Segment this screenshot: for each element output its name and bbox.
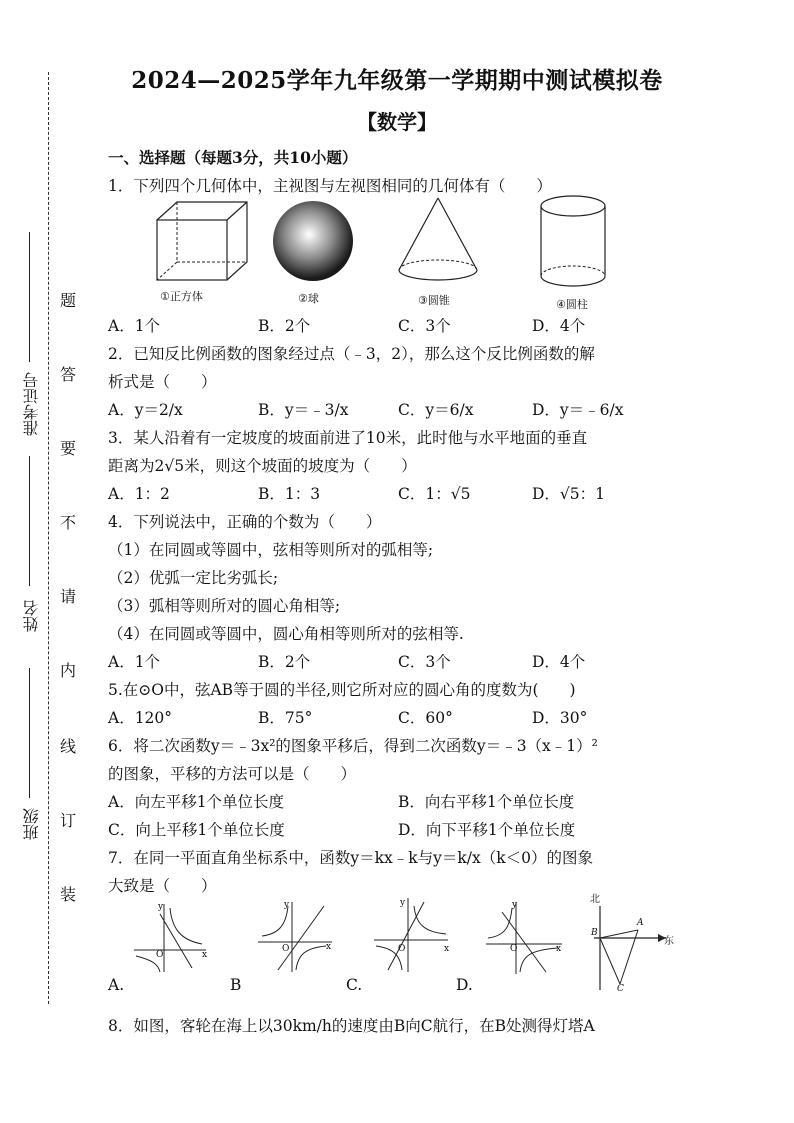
seal-char: 线 — [60, 737, 77, 756]
q4-option-b: B．2个 — [258, 653, 311, 671]
q1-option-d: D．4个 — [532, 317, 586, 335]
graph-a — [130, 898, 210, 974]
class-blank-line — [29, 668, 30, 798]
section-heading: 一、选择题（每题3分，共10小题） — [108, 148, 358, 167]
graph-d — [484, 898, 566, 976]
q5-option-d: D．30° — [532, 709, 588, 727]
q6-stem-line1: 6．将二次函数y＝﹣3x²的图象平移后，得到二次函数y＝﹣3（x﹣1）² — [108, 737, 598, 755]
graph-d-origin-label: O — [510, 944, 518, 954]
name-label: 姓名 — [22, 600, 41, 632]
q2-option-a: A．y＝2/x — [108, 401, 183, 419]
q3-option-d: D．√5：1 — [532, 485, 606, 503]
graph-c-y-label: y — [400, 898, 406, 908]
q4-item: （2）优弧一定比劣弧长; — [108, 569, 279, 587]
cube-figure — [150, 196, 250, 286]
q3-stem-line2: 距离为2√5米，则这个坡面的坡度为（ ） — [108, 457, 417, 475]
graph-c-x-label: x — [444, 944, 450, 954]
q2-stem-line2: 析式是（ ） — [108, 373, 217, 391]
graph-a-x-label: x — [202, 950, 208, 960]
q1-option-a: A．1个 — [108, 317, 161, 335]
graph-b-x-label: x — [326, 942, 332, 952]
name-blank-line — [29, 456, 30, 586]
q5-stem: 5.在⊙O中，弦AB等于圆的半径,则它所对应的圆心角的度数为( ) — [108, 681, 576, 699]
q5-option-a: A．120° — [108, 709, 173, 727]
q2-option-d: D．y＝﹣6/x — [532, 401, 624, 419]
q3-option-a: A．1：2 — [108, 485, 170, 503]
q7-option-b: B — [230, 976, 242, 994]
class-label: 班级 — [22, 808, 41, 840]
q7-option-c: C. — [346, 976, 363, 994]
sphere-figure — [268, 196, 360, 286]
q4-option-a: A．1个 — [108, 653, 161, 671]
graph-b-y-label: y — [284, 900, 290, 910]
graph-d-y-label: y — [512, 900, 518, 910]
graph-b — [254, 898, 336, 974]
q2-option-b: B．y＝﹣3/x — [258, 401, 349, 419]
q7-option-a: A. — [108, 976, 125, 994]
q2-option-c: C．y＝6/x — [398, 401, 474, 419]
cube-caption: ①正方体 — [160, 290, 203, 303]
cylinder-caption: ④圆柱 — [556, 298, 588, 311]
seal-char: 不 — [60, 513, 77, 532]
q7-stem-line2: 大致是（ ） — [108, 877, 217, 895]
seal-char: 题 — [60, 291, 77, 310]
cone-figure — [395, 196, 485, 286]
graph-a-y-label: y — [158, 902, 164, 912]
point-a-label: A — [637, 918, 644, 928]
q7-stem-line1: 7．在同一平面直角坐标系中，函数y＝kx﹣k与y＝k/x（k＜0）的图象 — [108, 849, 594, 867]
graph-a-origin-label: O — [156, 950, 164, 960]
q3-option-b: B．1：3 — [258, 485, 321, 503]
q6-option-a: A．向左平移1个单位长度 — [108, 793, 285, 811]
point-c-label: C — [617, 984, 624, 994]
graph-b-origin-label: O — [282, 944, 290, 954]
q4-option-c: C．3个 — [398, 653, 451, 671]
q4-item: （4）在同圆或等圆中，圆心角相等则所对的弦相等. — [108, 625, 464, 643]
subject-title: 【数学】 — [357, 110, 437, 134]
compass-north-label: 北 — [590, 894, 600, 905]
compass-figure — [592, 904, 676, 994]
q6-option-b: B．向右平移1个单位长度 — [398, 793, 575, 811]
seal-char: 装 — [60, 885, 77, 904]
q8-stem: 8．如图，客轮在海上以30km/h的速度由B向C航行，在B处测得灯塔A — [108, 1017, 595, 1035]
graph-d-x-label: x — [556, 944, 562, 954]
point-b-label: B — [591, 928, 598, 938]
seal-char: 请 — [60, 587, 77, 606]
compass-east-label: 东 — [664, 936, 674, 947]
q1-option-b: B．2个 — [258, 317, 311, 335]
q6-stem-line2: 的图象，平移的方法可以是（ ） — [108, 765, 357, 783]
seal-char: 答 — [60, 365, 77, 384]
q4-item: （1）在同圆或等圆中，弦相等则所对的弧相等; — [108, 541, 434, 559]
q5-option-b: B．75° — [258, 709, 313, 727]
q5-option-c: C．60° — [398, 709, 453, 727]
q1-option-c: C．3个 — [398, 317, 451, 335]
q4-option-d: D．4个 — [532, 653, 586, 671]
binding-dashed-line — [48, 72, 49, 1004]
q4-item: （3）弧相等则所对的圆心角相等; — [108, 597, 341, 615]
sphere-caption: ②球 — [298, 292, 319, 305]
q4-stem: 4．下列说法中，正确的个数为（ ） — [108, 513, 382, 531]
graph-c-origin-label: O — [398, 944, 406, 954]
cylinder-figure — [538, 194, 613, 294]
id-label: 准考证号 — [22, 372, 41, 436]
exam-title: 2024—2025学年九年级第一学期期中测试模拟卷 — [131, 67, 663, 94]
id-blank-line — [29, 232, 30, 362]
graph-c — [372, 894, 452, 974]
q6-option-c: C．向上平移1个单位长度 — [108, 821, 285, 839]
q3-stem-line1: 3．某人沿着有一定坡度的坡面前进了10米，此时他与水平地面的垂直 — [108, 429, 588, 447]
seal-char: 内 — [60, 661, 77, 680]
q6-option-d: D．向下平移1个单位长度 — [398, 821, 576, 839]
q1-stem: 1．下列四个几何体中，主视图与左视图相同的几何体有（ ） — [108, 177, 552, 195]
q7-option-d: D. — [456, 976, 473, 994]
seal-char: 订 — [60, 811, 77, 830]
q3-option-c: C．1：√5 — [398, 485, 471, 503]
cone-caption: ③圆锥 — [418, 294, 450, 307]
seal-char: 要 — [60, 439, 77, 458]
q2-stem-line1: 2．已知反比例函数的图象经过点（﹣3，2），那么这个反比例函数的解 — [108, 345, 595, 363]
